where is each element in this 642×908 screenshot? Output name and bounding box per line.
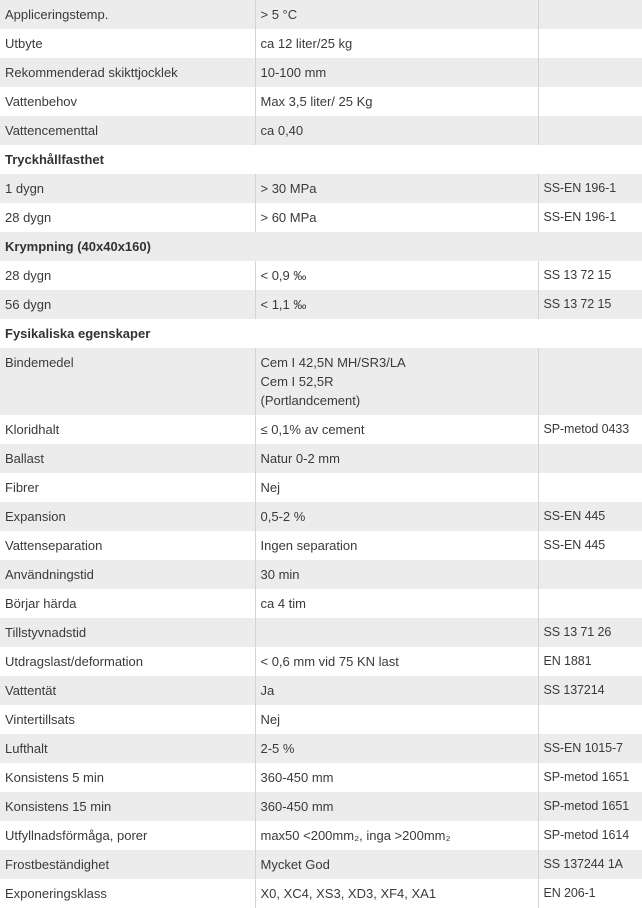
table-row [0,29,642,58]
table-row [0,531,642,560]
property-label: Utfyllnadsförmåga, porer [0,821,255,850]
property-standard: SS 137244 1A [538,850,642,879]
property-value: Ja [255,676,538,705]
property-label: 28 dygn [0,261,255,290]
property-standard: SS-EN 445 [538,531,642,560]
section-title: Krympning (40x40x160) [0,232,642,261]
table-row [0,850,642,879]
property-standard [538,348,642,415]
table-row [0,290,642,319]
table-row [0,0,642,29]
property-standard: SP-metod 1651 [538,763,642,792]
table-row [0,763,642,792]
property-value-line: Cem I 42,5N MH/SR3/LA [260,355,406,370]
property-label: Fibrer [0,473,255,502]
property-value: Mycket God [255,850,538,879]
property-label: Ballast [0,444,255,473]
property-value [255,618,538,647]
property-label: 28 dygn [0,203,255,232]
property-label: Frostbeständighet [0,850,255,879]
property-label: Rekommenderad skikttjocklek [0,58,255,87]
property-value: Ingen separation [255,531,538,560]
property-standard [538,87,642,116]
property-label: Utdragslast/deformation [0,647,255,676]
table-row [0,348,642,415]
property-standard [538,473,642,502]
table-row [0,58,642,87]
table-row [0,203,642,232]
property-value: ca 0,40 [255,116,538,145]
property-standard: SS-EN 196-1 [538,174,642,203]
property-label: Appliceringstemp. [0,0,255,29]
property-value: < 0,6 mm vid 75 KN last [255,647,538,676]
property-value-line: (Portlandcement) [260,393,361,408]
property-standard: SS 13 71 26 [538,618,642,647]
property-standard [538,0,642,29]
property-value: 2-5 % [255,734,538,763]
property-value: Nej [255,705,538,734]
property-label: 56 dygn [0,290,255,319]
table-row [0,87,642,116]
property-standard [538,705,642,734]
property-label: Vattenbehov [0,87,255,116]
property-standard [538,116,642,145]
property-standard [538,560,642,589]
property-value: Max 3,5 liter/ 25 Kg [255,87,538,116]
property-value: 0,5-2 % [255,502,538,531]
property-standard: SS 13 72 15 [538,261,642,290]
table-row [0,618,642,647]
table-row [0,560,642,589]
property-standard: SS-EN 196-1 [538,203,642,232]
table-row [0,705,642,734]
property-label: 1 dygn [0,174,255,203]
property-standard: SP-metod 0433 [538,415,642,444]
table-row [0,792,642,821]
property-value: Nej [255,473,538,502]
property-value: max50 <200mm₂, inga >200mm₂ [255,821,538,850]
section-header-row [0,319,642,348]
section-title: Tryckhållfasthet [0,145,642,174]
property-label: Vattencementtal [0,116,255,145]
property-label: Vattenseparation [0,531,255,560]
property-label: Användningstid [0,560,255,589]
property-standard: SS-EN 1015-7 [538,734,642,763]
table-row [0,676,642,705]
property-value: > 30 MPa [255,174,538,203]
property-value: 360-450 mm [255,763,538,792]
table-row [0,261,642,290]
property-standard [538,58,642,87]
table-row [0,589,642,618]
property-label: Utbyte [0,29,255,58]
property-value: Natur 0-2 mm [255,444,538,473]
property-value: ≤ 0,1% av cement [255,415,538,444]
property-standard: EN 206-1 [538,879,642,908]
table-row [0,647,642,676]
property-value: 10-100 mm [255,58,538,87]
section-title: Fysikaliska egenskaper [0,319,642,348]
property-value: 360-450 mm [255,792,538,821]
property-value [255,348,538,415]
property-label: Vintertillsats [0,705,255,734]
property-standard [538,589,642,618]
property-value: > 60 MPa [255,203,538,232]
property-standard: SS 137214 [538,676,642,705]
property-label: Vattentät [0,676,255,705]
property-value: < 1,1 ‰ [255,290,538,319]
table-row [0,415,642,444]
property-label: Konsistens 5 min [0,763,255,792]
property-standard: SS 13 72 15 [538,290,642,319]
property-label: Expansion [0,502,255,531]
table-row [0,444,642,473]
table-row [0,473,642,502]
table-row [0,116,642,145]
property-standard: EN 1881 [538,647,642,676]
property-label: Börjar härda [0,589,255,618]
property-standard: SP-metod 1651 [538,792,642,821]
property-standard [538,29,642,58]
property-standard [538,444,642,473]
section-header-row [0,232,642,261]
table-row [0,821,642,850]
property-label: Konsistens 15 min [0,792,255,821]
property-value: 30 min [255,560,538,589]
property-value-line: Cem I 52,5R [260,374,334,389]
property-standard: SP-metod 1614 [538,821,642,850]
property-label: Lufthalt [0,734,255,763]
property-label: Tillstyvnadstid [0,618,255,647]
section-header-row [0,145,642,174]
property-value: ca 12 liter/25 kg [255,29,538,58]
table-row [0,502,642,531]
property-value: > 5 °C [255,0,538,29]
property-value: < 0,9 ‰ [255,261,538,290]
table-row [0,734,642,763]
property-label: Bindemedel [0,348,255,415]
property-value: X0, XC4, XS3, XD3, XF4, XA1 [255,879,538,908]
property-value: ca 4 tim [255,589,538,618]
property-label: Exponeringsklass [0,879,255,908]
property-standard: SS-EN 445 [538,502,642,531]
table-row [0,174,642,203]
property-label: Kloridhalt [0,415,255,444]
